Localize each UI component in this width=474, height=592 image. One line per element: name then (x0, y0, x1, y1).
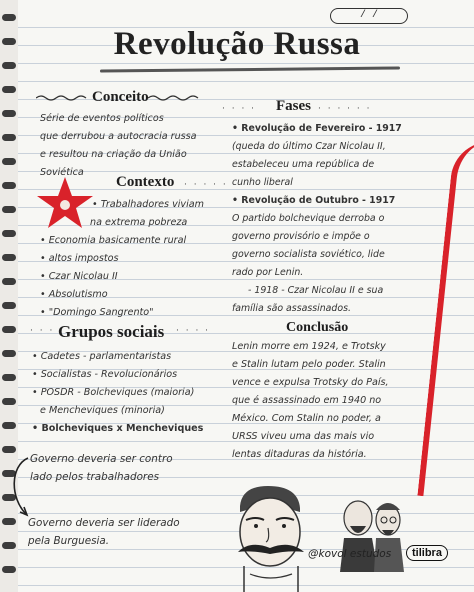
spiral-ring (2, 542, 16, 549)
text-line: e Mencheviques (minoria) (40, 405, 165, 416)
text-line: família são assassinados. (232, 303, 351, 314)
date-field: / / (330, 8, 408, 24)
text-line: • Socialistas - Revolucionários (32, 369, 178, 380)
spiral-ring (2, 86, 16, 93)
text-line: rado por Lenin. (232, 267, 304, 278)
text-line: e resultou na criação da União (40, 149, 187, 160)
text-line: Lenin morre em 1924, e Trotsky (232, 341, 386, 352)
red-page-edge (417, 138, 474, 503)
spiral-ring (2, 254, 16, 261)
contexto-text (40, 196, 204, 322)
text-line: • Trabalhadores viviam (92, 199, 205, 210)
text-line: (queda do último Czar Nicolau II, (232, 141, 386, 152)
spiral-ring (2, 350, 16, 357)
spiral-ring (2, 302, 16, 309)
author-credit: @kovol estudos (308, 548, 392, 560)
text-line: vence e expulsa Trotsky do País, (232, 377, 389, 388)
text-line: • POSDR - Bolcheviques (maioria) (32, 387, 195, 398)
dotted-decoration: · · · · (176, 326, 211, 336)
spiral-ring (2, 566, 16, 573)
burguesia-note (28, 514, 180, 550)
brand-logo: tilibra (406, 545, 448, 561)
text-line: México. Com Stalin no poder, a (232, 413, 381, 424)
page-title: Revolução Russa (113, 26, 361, 62)
spiral-ring (2, 14, 16, 21)
text-line: • Economia basicamente rural (40, 235, 187, 246)
wavy-decoration (148, 94, 202, 102)
dotted-decoration: · · · · (222, 104, 257, 114)
spiral-ring (2, 182, 16, 189)
text-line: e Stalin lutam pelo poder. Stalin (232, 359, 386, 370)
trabalhadores-note (30, 450, 173, 486)
spiral-ring (2, 230, 16, 237)
grupos-text (32, 348, 203, 438)
text-line: governo provisório e impõe o (232, 231, 370, 242)
text-line: Governo deveria ser liderado (28, 517, 180, 529)
text-line: cunho liberal (232, 177, 293, 188)
spiral-ring (2, 206, 16, 213)
text-line: pela Burguesia. (28, 535, 110, 547)
text-line: lentas ditaduras da história. (232, 449, 367, 460)
text-line: governo socialista soviético, lide (232, 249, 385, 260)
text-line: • altos impostos (40, 253, 119, 264)
wavy-decoration (36, 94, 92, 102)
conclusao-heading: Conclusão (286, 320, 349, 335)
spiral-ring (2, 422, 16, 429)
text-line: que derrubou a autocracia russa (40, 131, 197, 142)
text-line: Série de eventos políticos (40, 113, 164, 124)
grupos-heading: Grupos sociais (58, 322, 165, 341)
spiral-ring (2, 134, 16, 141)
text-line: • Revolução de Outubro - 1917 (232, 195, 396, 206)
text-line: • Bolcheviques x Mencheviques (32, 423, 204, 434)
dotted-decoration: · · · · · (184, 180, 228, 190)
fases-text (232, 120, 402, 318)
text-line: • Absolutismo (40, 289, 108, 300)
spiral-ring (2, 326, 16, 333)
spiral-ring (2, 110, 16, 117)
spiral-ring (2, 62, 16, 69)
text-line: Soviética (40, 167, 84, 178)
spiral-ring (2, 158, 16, 165)
text-line: O partido bolchevique derroba o (232, 213, 385, 224)
text-line: que é assassinado em 1940 no (232, 395, 382, 406)
conceito-text (40, 110, 197, 182)
conclusao-text (232, 338, 389, 464)
text-line: na extrema pobreza (90, 217, 188, 228)
text-line: Governo deveria ser contro (30, 453, 173, 465)
fases-heading: Fases (276, 98, 311, 114)
text-line: lado pelos trabalhadores (30, 471, 160, 483)
text-line: URSS viveu uma das mais vio (232, 431, 375, 442)
contexto-heading: Contexto (116, 174, 175, 190)
spiral-ring (2, 398, 16, 405)
text-line: • Revolução de Fevereiro - 1917 (232, 123, 402, 134)
dotted-decoration: · · · (30, 326, 55, 336)
text-line: - 1918 - Czar Nicolau II e sua (248, 285, 384, 296)
dotted-decoration: · · · · · · (318, 104, 372, 114)
title-underline (100, 66, 400, 72)
text-line: • Cadetes - parlamentaristas (32, 351, 172, 362)
conceito-heading: Conceito (92, 89, 149, 105)
spiral-ring (2, 278, 16, 285)
portraits-illustration (210, 482, 406, 592)
text-line: estabeleceu uma república de (232, 159, 375, 170)
spiral-ring (2, 374, 16, 381)
text-line: • Czar Nicolau II (40, 271, 118, 282)
text-line: • "Domingo Sangrento" (40, 307, 154, 318)
